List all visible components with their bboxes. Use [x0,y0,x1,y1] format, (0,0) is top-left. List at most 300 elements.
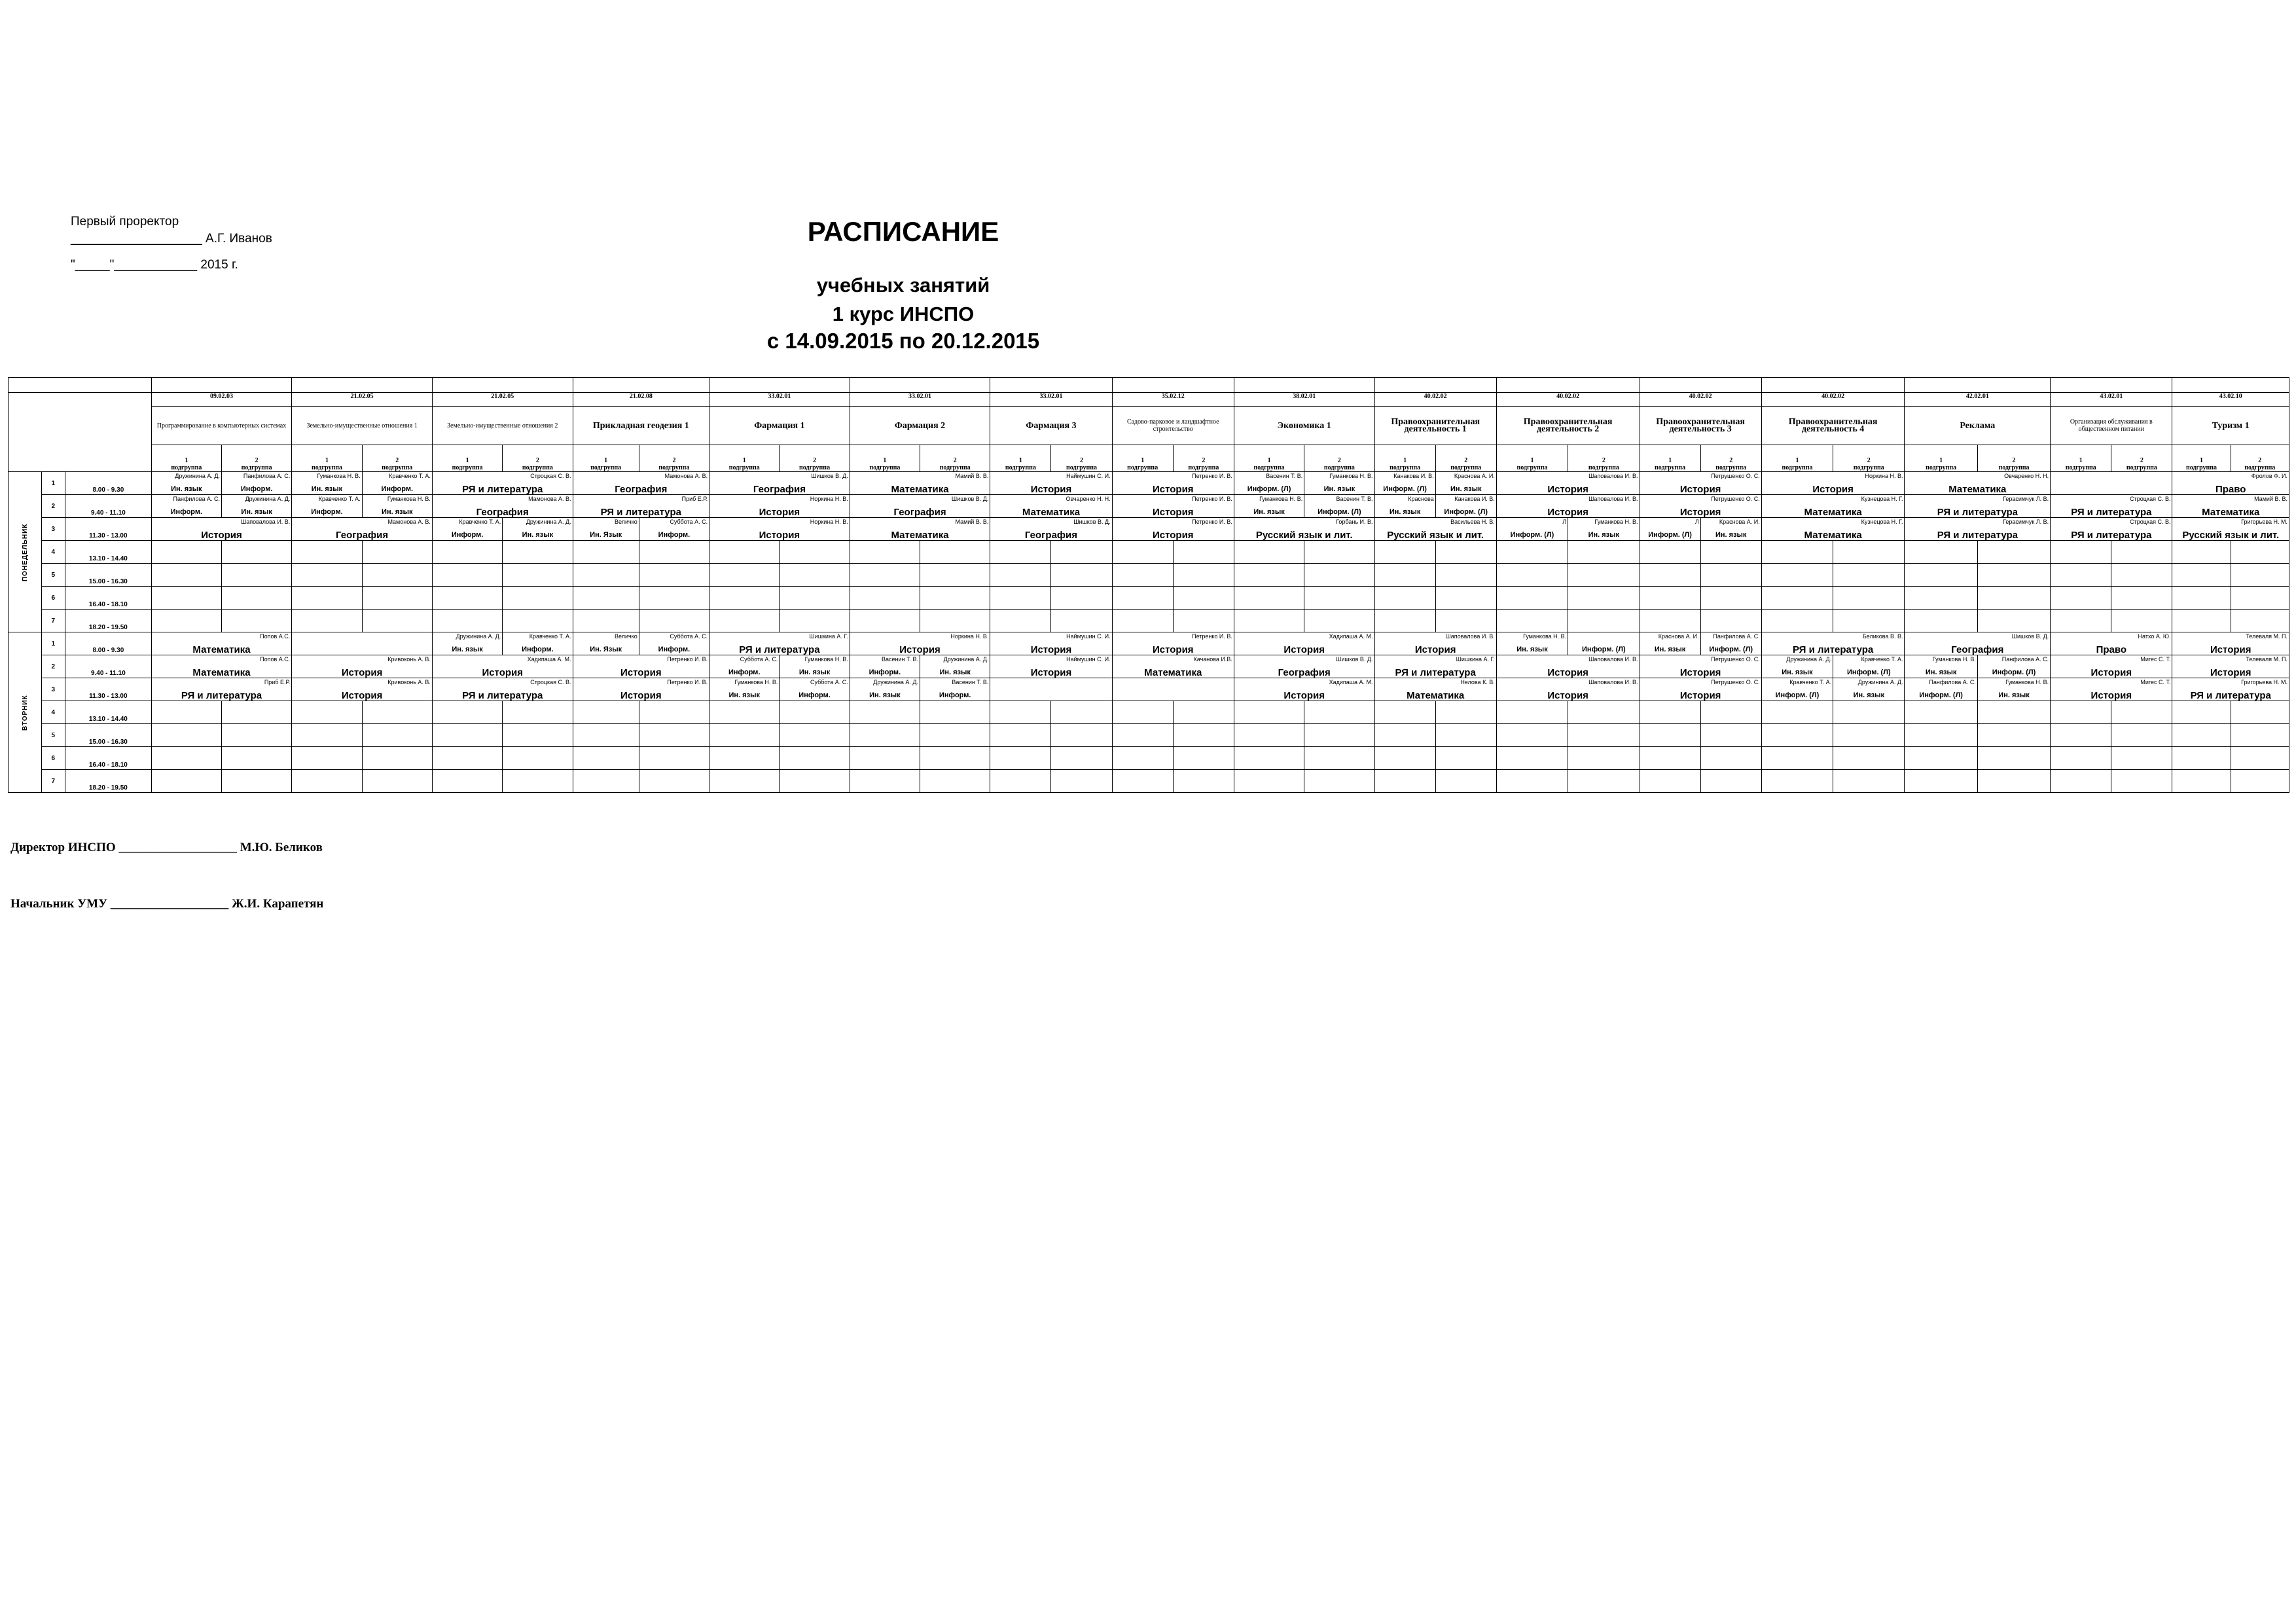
empty-cell[interactable] [709,770,780,793]
lesson-cell[interactable] [1112,472,1234,495]
empty-cell[interactable] [780,724,850,747]
empty-cell[interactable] [1051,564,1112,587]
lesson-cell-subgroup[interactable] [1374,495,1435,518]
lesson-cell-subgroup[interactable] [1435,472,1496,495]
lesson-cell-subgroup[interactable] [221,472,291,495]
empty-cell[interactable] [1304,701,1374,724]
lesson-cell[interactable] [2172,655,2289,678]
lesson-cell[interactable] [850,495,990,518]
empty-cell[interactable] [2172,610,2231,632]
empty-cell[interactable] [1374,724,1435,747]
empty-cell[interactable] [1568,770,1640,793]
empty-cell[interactable] [1640,770,1700,793]
lesson-cell[interactable] [1905,632,2051,655]
lesson-cell[interactable] [709,495,850,518]
lesson-cell[interactable] [2172,632,2289,655]
empty-cell[interactable] [990,701,1051,724]
lesson-cell[interactable] [990,518,1112,541]
lesson-cell-subgroup[interactable] [151,495,221,518]
lesson-cell[interactable] [2051,678,2172,701]
lesson-cell-subgroup[interactable] [292,495,362,518]
lesson-cell-subgroup[interactable] [1640,632,1700,655]
empty-cell[interactable] [2051,701,2111,724]
lesson-cell[interactable] [990,472,1112,495]
empty-cell[interactable] [1435,541,1496,564]
empty-cell[interactable] [1496,747,1568,770]
empty-cell[interactable] [1640,747,1700,770]
empty-cell[interactable] [709,541,780,564]
empty-cell[interactable] [2231,747,2289,770]
empty-cell[interactable] [432,770,502,793]
empty-cell[interactable] [1640,724,1700,747]
empty-cell[interactable] [1700,701,1761,724]
empty-cell[interactable] [1304,724,1374,747]
empty-cell[interactable] [362,724,432,747]
empty-cell[interactable] [221,610,291,632]
empty-cell[interactable] [362,564,432,587]
empty-cell[interactable] [1568,701,1640,724]
empty-cell[interactable] [709,701,780,724]
empty-cell[interactable] [503,701,573,724]
empty-cell[interactable] [1435,701,1496,724]
empty-cell[interactable] [151,770,221,793]
empty-cell[interactable] [2051,541,2111,564]
empty-cell[interactable] [780,564,850,587]
empty-cell[interactable] [503,564,573,587]
empty-cell[interactable] [1568,747,1640,770]
empty-cell[interactable] [362,541,432,564]
empty-cell[interactable] [2172,701,2231,724]
empty-cell[interactable] [1374,564,1435,587]
empty-cell[interactable] [573,587,639,610]
empty-cell[interactable] [221,747,291,770]
empty-cell[interactable] [990,610,1051,632]
lesson-cell-subgroup[interactable] [639,632,709,655]
empty-cell[interactable] [151,724,221,747]
empty-cell[interactable] [1374,587,1435,610]
empty-cell[interactable] [1905,747,1977,770]
empty-cell[interactable] [2051,724,2111,747]
lesson-cell[interactable] [709,472,850,495]
empty-cell[interactable] [920,724,990,747]
empty-cell[interactable] [1051,770,1112,793]
empty-cell[interactable] [362,587,432,610]
lesson-cell[interactable] [1761,495,1905,518]
lesson-cell[interactable] [1112,678,1234,701]
empty-cell[interactable] [1234,747,1304,770]
lesson-cell-subgroup[interactable] [1700,632,1761,655]
empty-cell[interactable] [709,587,780,610]
empty-cell[interactable] [920,610,990,632]
empty-cell[interactable] [990,587,1051,610]
lesson-cell-subgroup[interactable] [1568,518,1640,541]
empty-cell[interactable] [1112,724,1173,747]
lesson-cell-subgroup[interactable] [1234,495,1304,518]
lesson-cell[interactable] [1640,678,1761,701]
empty-cell[interactable] [2231,541,2289,564]
empty-cell[interactable] [1700,564,1761,587]
empty-cell[interactable] [920,701,990,724]
empty-cell[interactable] [292,587,362,610]
empty-cell[interactable] [2111,564,2172,587]
empty-cell[interactable] [1234,564,1304,587]
lesson-cell-subgroup[interactable] [639,518,709,541]
lesson-cell[interactable] [432,495,573,518]
empty-cell[interactable] [2111,724,2172,747]
empty-cell[interactable] [1833,701,1905,724]
empty-cell[interactable] [1905,724,1977,747]
empty-cell[interactable] [1905,541,1977,564]
empty-cell[interactable] [1761,724,1833,747]
lesson-cell[interactable] [432,655,573,678]
empty-cell[interactable] [292,724,362,747]
empty-cell[interactable] [292,610,362,632]
empty-cell[interactable] [1435,747,1496,770]
empty-cell[interactable] [2231,610,2289,632]
empty-cell[interactable] [1640,701,1700,724]
empty-cell[interactable] [1640,564,1700,587]
empty-cell[interactable] [1173,701,1234,724]
empty-cell[interactable] [1700,587,1761,610]
empty-cell[interactable] [1112,587,1173,610]
empty-cell[interactable] [221,770,291,793]
lesson-cell-subgroup[interactable] [1761,678,1833,701]
lesson-cell[interactable] [990,655,1112,678]
lesson-cell[interactable] [1496,472,1640,495]
lesson-cell[interactable] [2051,495,2172,518]
lesson-cell[interactable] [2172,495,2289,518]
lesson-cell[interactable] [1761,632,1905,655]
lesson-cell[interactable] [2051,632,2172,655]
empty-cell[interactable] [2231,701,2289,724]
empty-cell[interactable] [503,541,573,564]
empty-cell[interactable] [2111,541,2172,564]
empty-cell[interactable] [1977,747,2050,770]
empty-cell[interactable] [1905,770,1977,793]
empty-cell[interactable] [850,701,920,724]
empty-cell[interactable] [709,564,780,587]
empty-cell[interactable] [709,724,780,747]
lesson-cell-subgroup[interactable] [1977,678,2050,701]
lesson-cell-subgroup[interactable] [362,472,432,495]
empty-cell[interactable] [1173,747,1234,770]
empty-cell[interactable] [292,770,362,793]
lesson-cell[interactable] [1496,495,1640,518]
lesson-cell-subgroup[interactable] [432,632,502,655]
empty-cell[interactable] [1234,701,1304,724]
empty-cell[interactable] [2051,587,2111,610]
empty-cell[interactable] [1761,541,1833,564]
empty-cell[interactable] [151,747,221,770]
lesson-cell[interactable] [1112,655,1234,678]
empty-cell[interactable] [1234,541,1304,564]
empty-cell[interactable] [1173,541,1234,564]
lesson-cell-subgroup[interactable] [1761,655,1833,678]
empty-cell[interactable] [1905,610,1977,632]
empty-cell[interactable] [990,770,1051,793]
empty-cell[interactable] [1374,541,1435,564]
lesson-cell-subgroup[interactable] [709,655,780,678]
lesson-cell[interactable] [2172,518,2289,541]
lesson-cell[interactable] [1640,495,1761,518]
empty-cell[interactable] [151,541,221,564]
empty-cell[interactable] [1234,587,1304,610]
empty-cell[interactable] [432,701,502,724]
lesson-cell-subgroup[interactable] [1496,632,1568,655]
empty-cell[interactable] [2051,564,2111,587]
lesson-cell[interactable] [850,472,990,495]
empty-cell[interactable] [709,610,780,632]
empty-cell[interactable] [780,701,850,724]
empty-cell[interactable] [221,724,291,747]
empty-cell[interactable] [1304,747,1374,770]
empty-cell[interactable] [850,587,920,610]
empty-cell[interactable] [639,541,709,564]
empty-cell[interactable] [1374,770,1435,793]
empty-cell[interactable] [1051,724,1112,747]
empty-cell[interactable] [2111,587,2172,610]
empty-cell[interactable] [362,610,432,632]
empty-cell[interactable] [2051,747,2111,770]
empty-cell[interactable] [850,724,920,747]
empty-cell[interactable] [990,724,1051,747]
empty-cell[interactable] [2172,564,2231,587]
empty-cell[interactable] [1761,587,1833,610]
empty-cell[interactable] [2231,564,2289,587]
lesson-cell-subgroup[interactable] [432,518,502,541]
empty-cell[interactable] [1568,564,1640,587]
lesson-cell[interactable] [1761,518,1905,541]
lesson-cell[interactable] [151,632,292,655]
empty-cell[interactable] [221,541,291,564]
empty-cell[interactable] [2111,701,2172,724]
empty-cell[interactable] [780,747,850,770]
empty-cell[interactable] [850,770,920,793]
empty-cell[interactable] [503,770,573,793]
lesson-cell-subgroup[interactable] [920,678,990,701]
lesson-cell-subgroup[interactable] [920,655,990,678]
empty-cell[interactable] [1568,724,1640,747]
empty-cell[interactable] [639,701,709,724]
lesson-cell[interactable] [2172,678,2289,701]
lesson-cell-subgroup[interactable] [780,655,850,678]
lesson-cell[interactable] [1905,472,2051,495]
lesson-cell[interactable] [1234,678,1374,701]
empty-cell[interactable] [1640,610,1700,632]
empty-cell[interactable] [1112,564,1173,587]
lesson-cell[interactable] [990,495,1112,518]
empty-cell[interactable] [432,541,502,564]
empty-cell[interactable] [1700,541,1761,564]
empty-cell[interactable] [1833,724,1905,747]
empty-cell[interactable] [1761,770,1833,793]
empty-cell[interactable] [1374,747,1435,770]
empty-cell[interactable] [920,747,990,770]
lesson-cell-subgroup[interactable] [1304,495,1374,518]
lesson-cell[interactable] [709,632,850,655]
empty-cell[interactable] [432,724,502,747]
empty-cell[interactable] [1700,724,1761,747]
empty-cell[interactable] [1173,587,1234,610]
lesson-cell[interactable] [292,518,433,541]
lesson-cell-subgroup[interactable] [709,678,780,701]
lesson-cell[interactable] [573,495,709,518]
empty-cell[interactable] [1173,724,1234,747]
empty-cell[interactable] [1051,610,1112,632]
empty-cell[interactable] [639,747,709,770]
lesson-cell[interactable] [1374,655,1496,678]
empty-cell[interactable] [2051,770,2111,793]
empty-cell[interactable] [1374,610,1435,632]
empty-cell[interactable] [1568,587,1640,610]
empty-cell[interactable] [1051,541,1112,564]
lesson-cell[interactable] [1496,655,1640,678]
lesson-cell[interactable] [990,678,1112,701]
empty-cell[interactable] [780,541,850,564]
lesson-cell[interactable] [1234,518,1374,541]
lesson-cell[interactable] [1905,518,2051,541]
empty-cell[interactable] [1496,564,1568,587]
empty-cell[interactable] [2172,770,2231,793]
empty-cell[interactable] [573,564,639,587]
empty-cell[interactable] [1977,541,2050,564]
empty-cell[interactable] [1112,701,1173,724]
empty-cell[interactable] [1435,770,1496,793]
empty-cell[interactable] [639,610,709,632]
empty-cell[interactable] [292,564,362,587]
empty-cell[interactable] [1374,701,1435,724]
lesson-cell-subgroup[interactable] [1640,518,1700,541]
empty-cell[interactable] [2172,541,2231,564]
empty-cell[interactable] [1496,701,1568,724]
empty-cell[interactable] [1304,587,1374,610]
empty-cell[interactable] [1496,770,1568,793]
lesson-cell-subgroup[interactable] [1905,678,1977,701]
empty-cell[interactable] [1700,747,1761,770]
lesson-cell[interactable] [1234,655,1374,678]
lesson-cell[interactable] [2051,518,2172,541]
empty-cell[interactable] [221,587,291,610]
empty-cell[interactable] [1977,587,2050,610]
empty-cell[interactable] [1173,610,1234,632]
lesson-cell[interactable] [1374,518,1496,541]
empty-cell[interactable] [151,564,221,587]
empty-cell[interactable] [503,724,573,747]
empty-cell[interactable] [362,701,432,724]
lesson-cell[interactable] [709,518,850,541]
empty-cell[interactable] [2111,770,2172,793]
empty-cell[interactable] [1905,587,1977,610]
empty-cell[interactable] [850,610,920,632]
lesson-cell-subgroup[interactable] [362,495,432,518]
empty-cell[interactable] [709,747,780,770]
empty-cell[interactable] [432,747,502,770]
empty-cell[interactable] [1700,610,1761,632]
empty-cell[interactable] [151,701,221,724]
empty-cell[interactable] [1496,610,1568,632]
empty-cell[interactable] [503,587,573,610]
empty-cell[interactable] [1051,701,1112,724]
lesson-cell[interactable] [850,632,990,655]
lesson-cell-subgroup[interactable] [503,632,573,655]
empty-cell[interactable] [2111,747,2172,770]
lesson-cell-subgroup[interactable] [1435,495,1496,518]
empty-cell[interactable] [1905,701,1977,724]
lesson-cell-subgroup[interactable] [1496,518,1568,541]
empty-cell[interactable] [920,541,990,564]
lesson-cell[interactable] [151,518,292,541]
empty-cell[interactable] [639,724,709,747]
empty-cell[interactable] [292,541,362,564]
empty-cell[interactable] [2051,610,2111,632]
empty-cell[interactable] [1234,724,1304,747]
lesson-cell[interactable] [850,518,990,541]
empty-cell[interactable] [1977,724,2050,747]
lesson-cell[interactable] [432,678,573,701]
empty-cell[interactable] [1833,587,1905,610]
empty-cell[interactable] [850,541,920,564]
empty-cell[interactable] [780,610,850,632]
lesson-cell-subgroup[interactable] [1977,655,2050,678]
empty-cell[interactable] [920,770,990,793]
lesson-cell[interactable] [292,632,433,655]
lesson-cell[interactable] [1112,632,1234,655]
empty-cell[interactable] [573,701,639,724]
lesson-cell[interactable] [1496,678,1640,701]
lesson-cell-subgroup[interactable] [1700,518,1761,541]
empty-cell[interactable] [1761,610,1833,632]
empty-cell[interactable] [1761,701,1833,724]
empty-cell[interactable] [1173,770,1234,793]
lesson-cell[interactable] [151,655,292,678]
lesson-cell[interactable] [1374,632,1496,655]
empty-cell[interactable] [639,564,709,587]
empty-cell[interactable] [292,701,362,724]
lesson-cell[interactable] [1374,678,1496,701]
empty-cell[interactable] [1833,610,1905,632]
lesson-cell[interactable] [1761,472,1905,495]
empty-cell[interactable] [573,541,639,564]
empty-cell[interactable] [1977,610,2050,632]
empty-cell[interactable] [1234,610,1304,632]
empty-cell[interactable] [1435,724,1496,747]
lesson-cell-subgroup[interactable] [292,472,362,495]
empty-cell[interactable] [432,610,502,632]
empty-cell[interactable] [1833,747,1905,770]
empty-cell[interactable] [1833,770,1905,793]
empty-cell[interactable] [2172,747,2231,770]
empty-cell[interactable] [362,770,432,793]
empty-cell[interactable] [850,747,920,770]
lesson-cell-subgroup[interactable] [221,495,291,518]
empty-cell[interactable] [432,587,502,610]
empty-cell[interactable] [990,564,1051,587]
empty-cell[interactable] [990,541,1051,564]
empty-cell[interactable] [1304,770,1374,793]
empty-cell[interactable] [1112,541,1173,564]
empty-cell[interactable] [780,587,850,610]
empty-cell[interactable] [221,564,291,587]
lesson-cell-subgroup[interactable] [1833,655,1905,678]
lesson-cell-subgroup[interactable] [1568,632,1640,655]
empty-cell[interactable] [1112,610,1173,632]
empty-cell[interactable] [151,587,221,610]
empty-cell[interactable] [990,747,1051,770]
lesson-cell-subgroup[interactable] [850,655,920,678]
empty-cell[interactable] [503,610,573,632]
lesson-cell[interactable] [432,472,573,495]
empty-cell[interactable] [2111,610,2172,632]
